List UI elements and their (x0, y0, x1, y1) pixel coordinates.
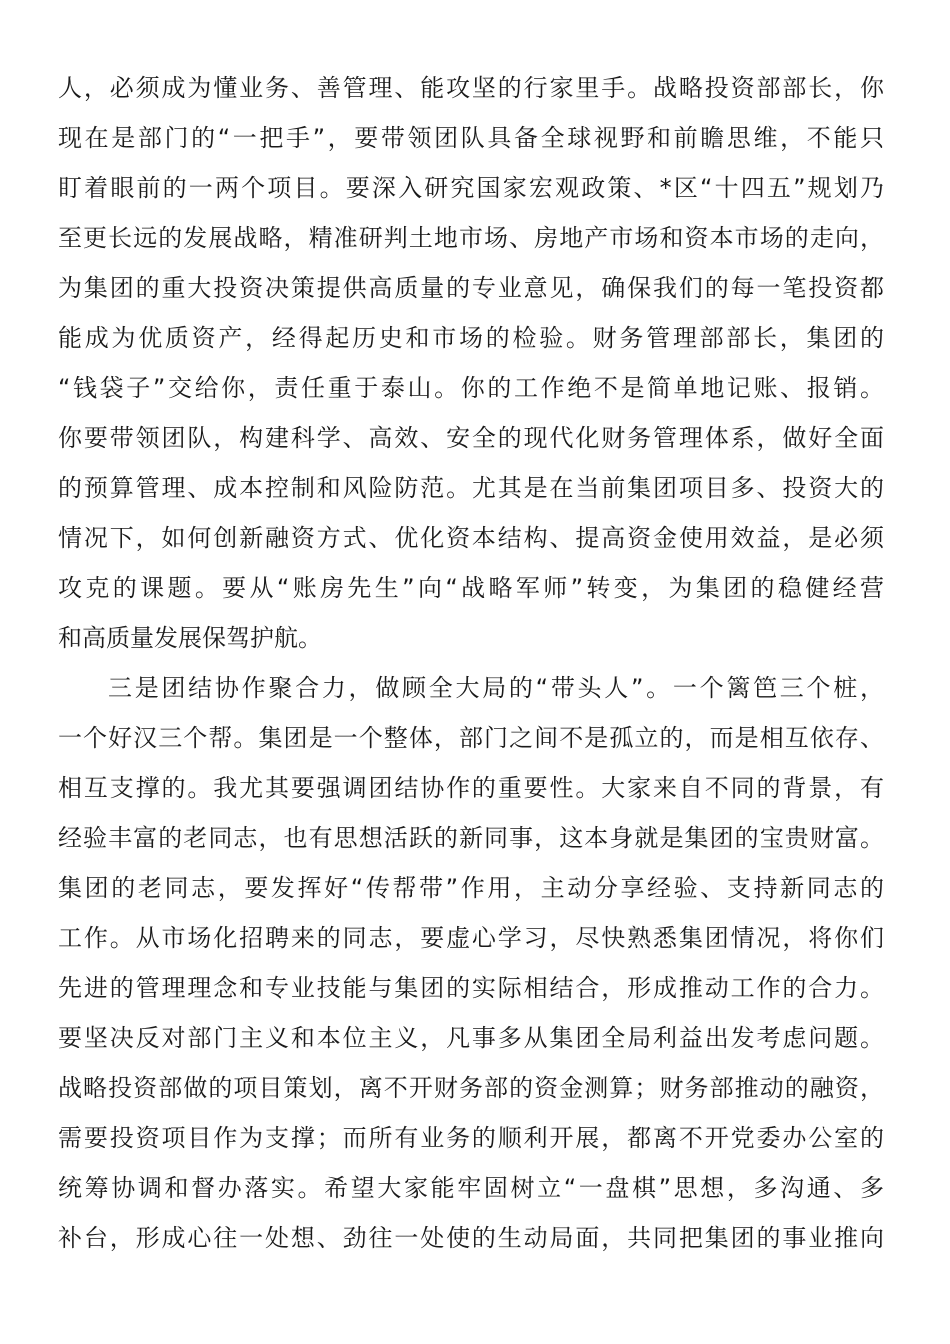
text-line: 战略投资部做的项目策划，离不开财务部的资金测算；财务部推动的融资， (58, 1074, 884, 1102)
text-line: 至更长远的发展战略，精准研判土地市场、房地产市场和资本市场的走向， (58, 224, 884, 252)
text-line: 盯着眼前的一两个项目。要深入研究国家宏观政策、*区“十四五”规划乃 (58, 174, 884, 202)
paragraph-end-line: 和高质量发展保驾护航。 (58, 624, 322, 652)
text-line: 相互支撑的。我尤其要强调团结协作的重要性。大家来自不同的背景，有 (58, 774, 884, 802)
text-line: 一个好汉三个帮。集团是一个整体，部门之间不是孤立的，而是相互依存、 (58, 724, 884, 752)
text-line: 现在是部门的“一把手”，要带领团队具备全球视野和前瞻思维，不能只 (58, 124, 884, 152)
text-line: “钱袋子”交给你，责任重于泰山。你的工作绝不是简单地记账、报销。 (58, 374, 884, 402)
text-line: 人，必须成为懂业务、善管理、能攻坚的行家里手。战略投资部部长，你 (58, 74, 884, 102)
text-line: 攻克的课题。要从“账房先生”向“战略军师”转变，为集团的稳健经营 (58, 574, 884, 602)
text-line: 能成为优质资产，经得起历史和市场的检验。财务管理部部长，集团的 (58, 324, 884, 352)
text-line: 需要投资项目作为支撑；而所有业务的顺利开展，都离不开党委办公室的 (58, 1124, 884, 1152)
text-line: 先进的管理理念和专业技能与集团的实际相结合，形成推动工作的合力。 (58, 974, 884, 1002)
text-line: 补台，形成心往一处想、劲往一处使的生动局面，共同把集团的事业推向 (58, 1224, 884, 1252)
paragraph-start-line: 三是团结协作聚合力，做顾全大局的“带头人”。一个篱笆三个桩， (108, 674, 884, 702)
text-line: 经验丰富的老同志，也有思想活跃的新同事，这本身就是集团的宝贵财富。 (58, 824, 884, 852)
text-line: 集团的老同志，要发挥好“传帮带”作用，主动分享经验、支持新同志的 (58, 874, 884, 902)
text-line: 你要带领团队，构建科学、高效、安全的现代化财务管理体系，做好全面 (58, 424, 884, 452)
text-line: 情况下，如何创新融资方式、优化资本结构、提高资金使用效益，是必须 (58, 524, 884, 552)
body-text (58, 68, 884, 1268)
text-line: 工作。从市场化招聘来的同志，要虚心学习，尽快熟悉集团情况，将你们 (58, 924, 884, 952)
text-line: 的预算管理、成本控制和风险防范。尤其是在当前集团项目多、投资大的 (58, 474, 884, 502)
text-line: 为集团的重大投资决策提供高质量的专业意见，确保我们的每一笔投资都 (58, 274, 884, 302)
text-line: 要坚决反对部门主义和本位主义，凡事多从集团全局利益出发考虑问题。 (58, 1024, 884, 1052)
text-line: 统筹协调和督办落实。希望大家能牢固树立“一盘棋”思想，多沟通、多 (58, 1174, 884, 1202)
